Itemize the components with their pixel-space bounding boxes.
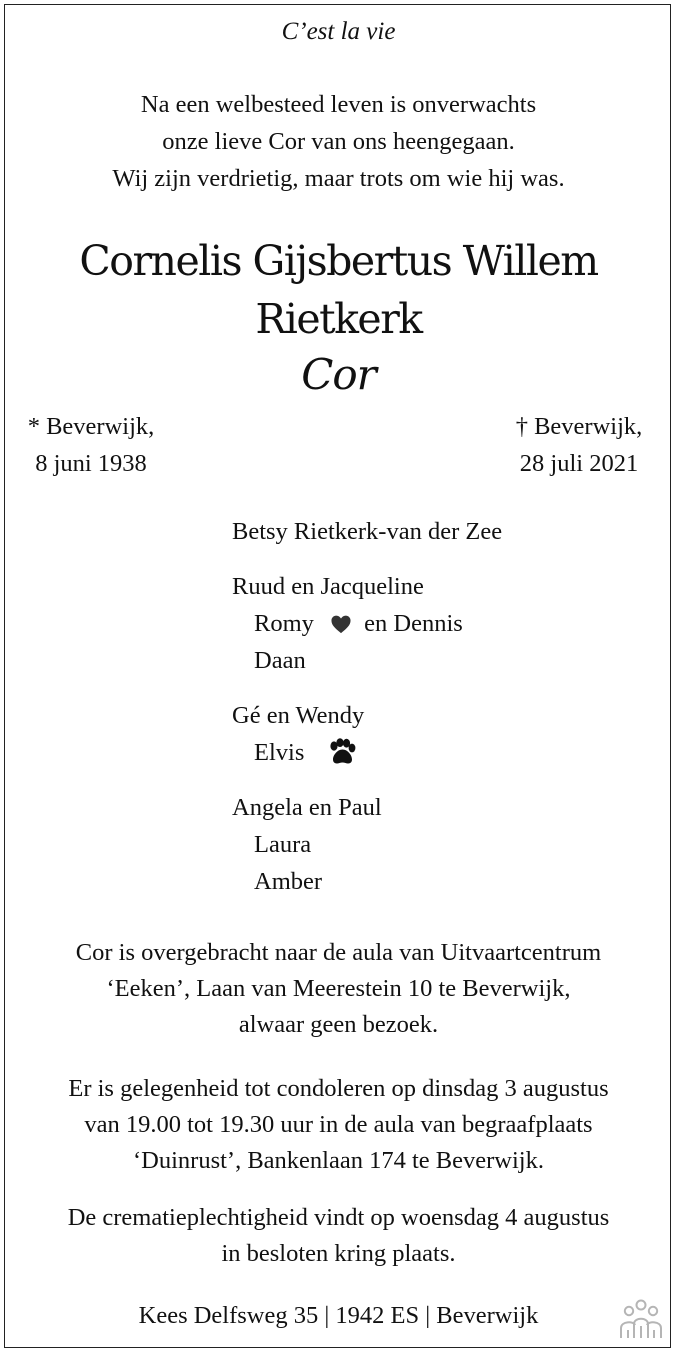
paragraph-line: Cor is overgebracht naar de aula van Uitvaartcentrum [75,939,602,966]
correspondence-address: Kees Delfsweg 35 | 1942 ES | Beverwijk [138,1302,539,1329]
grandchild-name: Romy [254,610,314,637]
family-group [232,789,502,900]
family-parents: Ruud en Jacqueline [232,573,424,600]
spouse-group [232,513,502,550]
family-group [232,568,502,679]
intro-text [0,86,677,197]
condolence-paragraph [0,1071,677,1179]
paragraph-line: alwaar geen bezoek. [238,1011,439,1038]
nickname: Cor [301,350,376,399]
pet-entry [232,734,502,771]
paragraph-line: van 19.00 tot 19.30 uur in de aula van begraafplaats [84,1111,593,1138]
heart-icon [330,614,352,634]
birth-date: 8 juni 1938 [35,450,147,477]
paragraph-line: in besloten kring plaats. [221,1240,456,1267]
grandchild-name: Amber [254,868,323,895]
birth-place: * Beverwijk, [27,413,155,440]
grandchild-with-partner [232,605,502,642]
death-date: 28 juli 2021 [519,450,639,477]
death-info [499,408,659,482]
grandchild-partner: en Dennis [364,610,463,637]
birth-info [16,408,166,482]
transfer-paragraph [0,935,677,1043]
family-people-icon [617,1298,665,1340]
spouse-name: Betsy Rietkerk-van der Zee [232,518,503,545]
motto: C’est la vie [281,18,396,45]
paragraph-line: De crematieplechtigheid vindt op woensdag 4 augustus [67,1204,610,1231]
paw-print-icon [327,738,357,766]
paragraph-line: ‘Eeken’, Laan van Meerestein 10 te Beverwijk, [106,975,571,1002]
family-group [232,697,502,771]
grandchild-name: Laura [254,831,312,858]
paragraph-line: Er is gelegenheid tot condoleren op dinsdag 3 augustus [68,1075,609,1102]
intro-line: onze lieve Cor van ons heengegaan. [162,128,515,155]
family-parents: Gé en Wendy [232,702,365,729]
pet-name: Elvis [254,739,305,766]
surname: Rietkerk [255,295,422,343]
name-line: Cornelis Gijsbertus Willem [79,237,598,285]
cremation-paragraph [0,1200,677,1272]
family-parents: Angela en Paul [232,794,382,821]
death-place: † Beverwijk, [515,413,643,440]
deceased-full-name [0,232,677,348]
intro-line: Na een welbesteed leven is onverwachts [140,91,537,118]
grandchild-name: Daan [254,647,306,674]
paragraph-line: ‘Duinrust’, Bankenlaan 174 te Beverwijk. [133,1147,544,1174]
intro-line: Wij zijn verdrietig, maar trots om wie hij was. [112,165,565,192]
family-list [232,513,502,918]
